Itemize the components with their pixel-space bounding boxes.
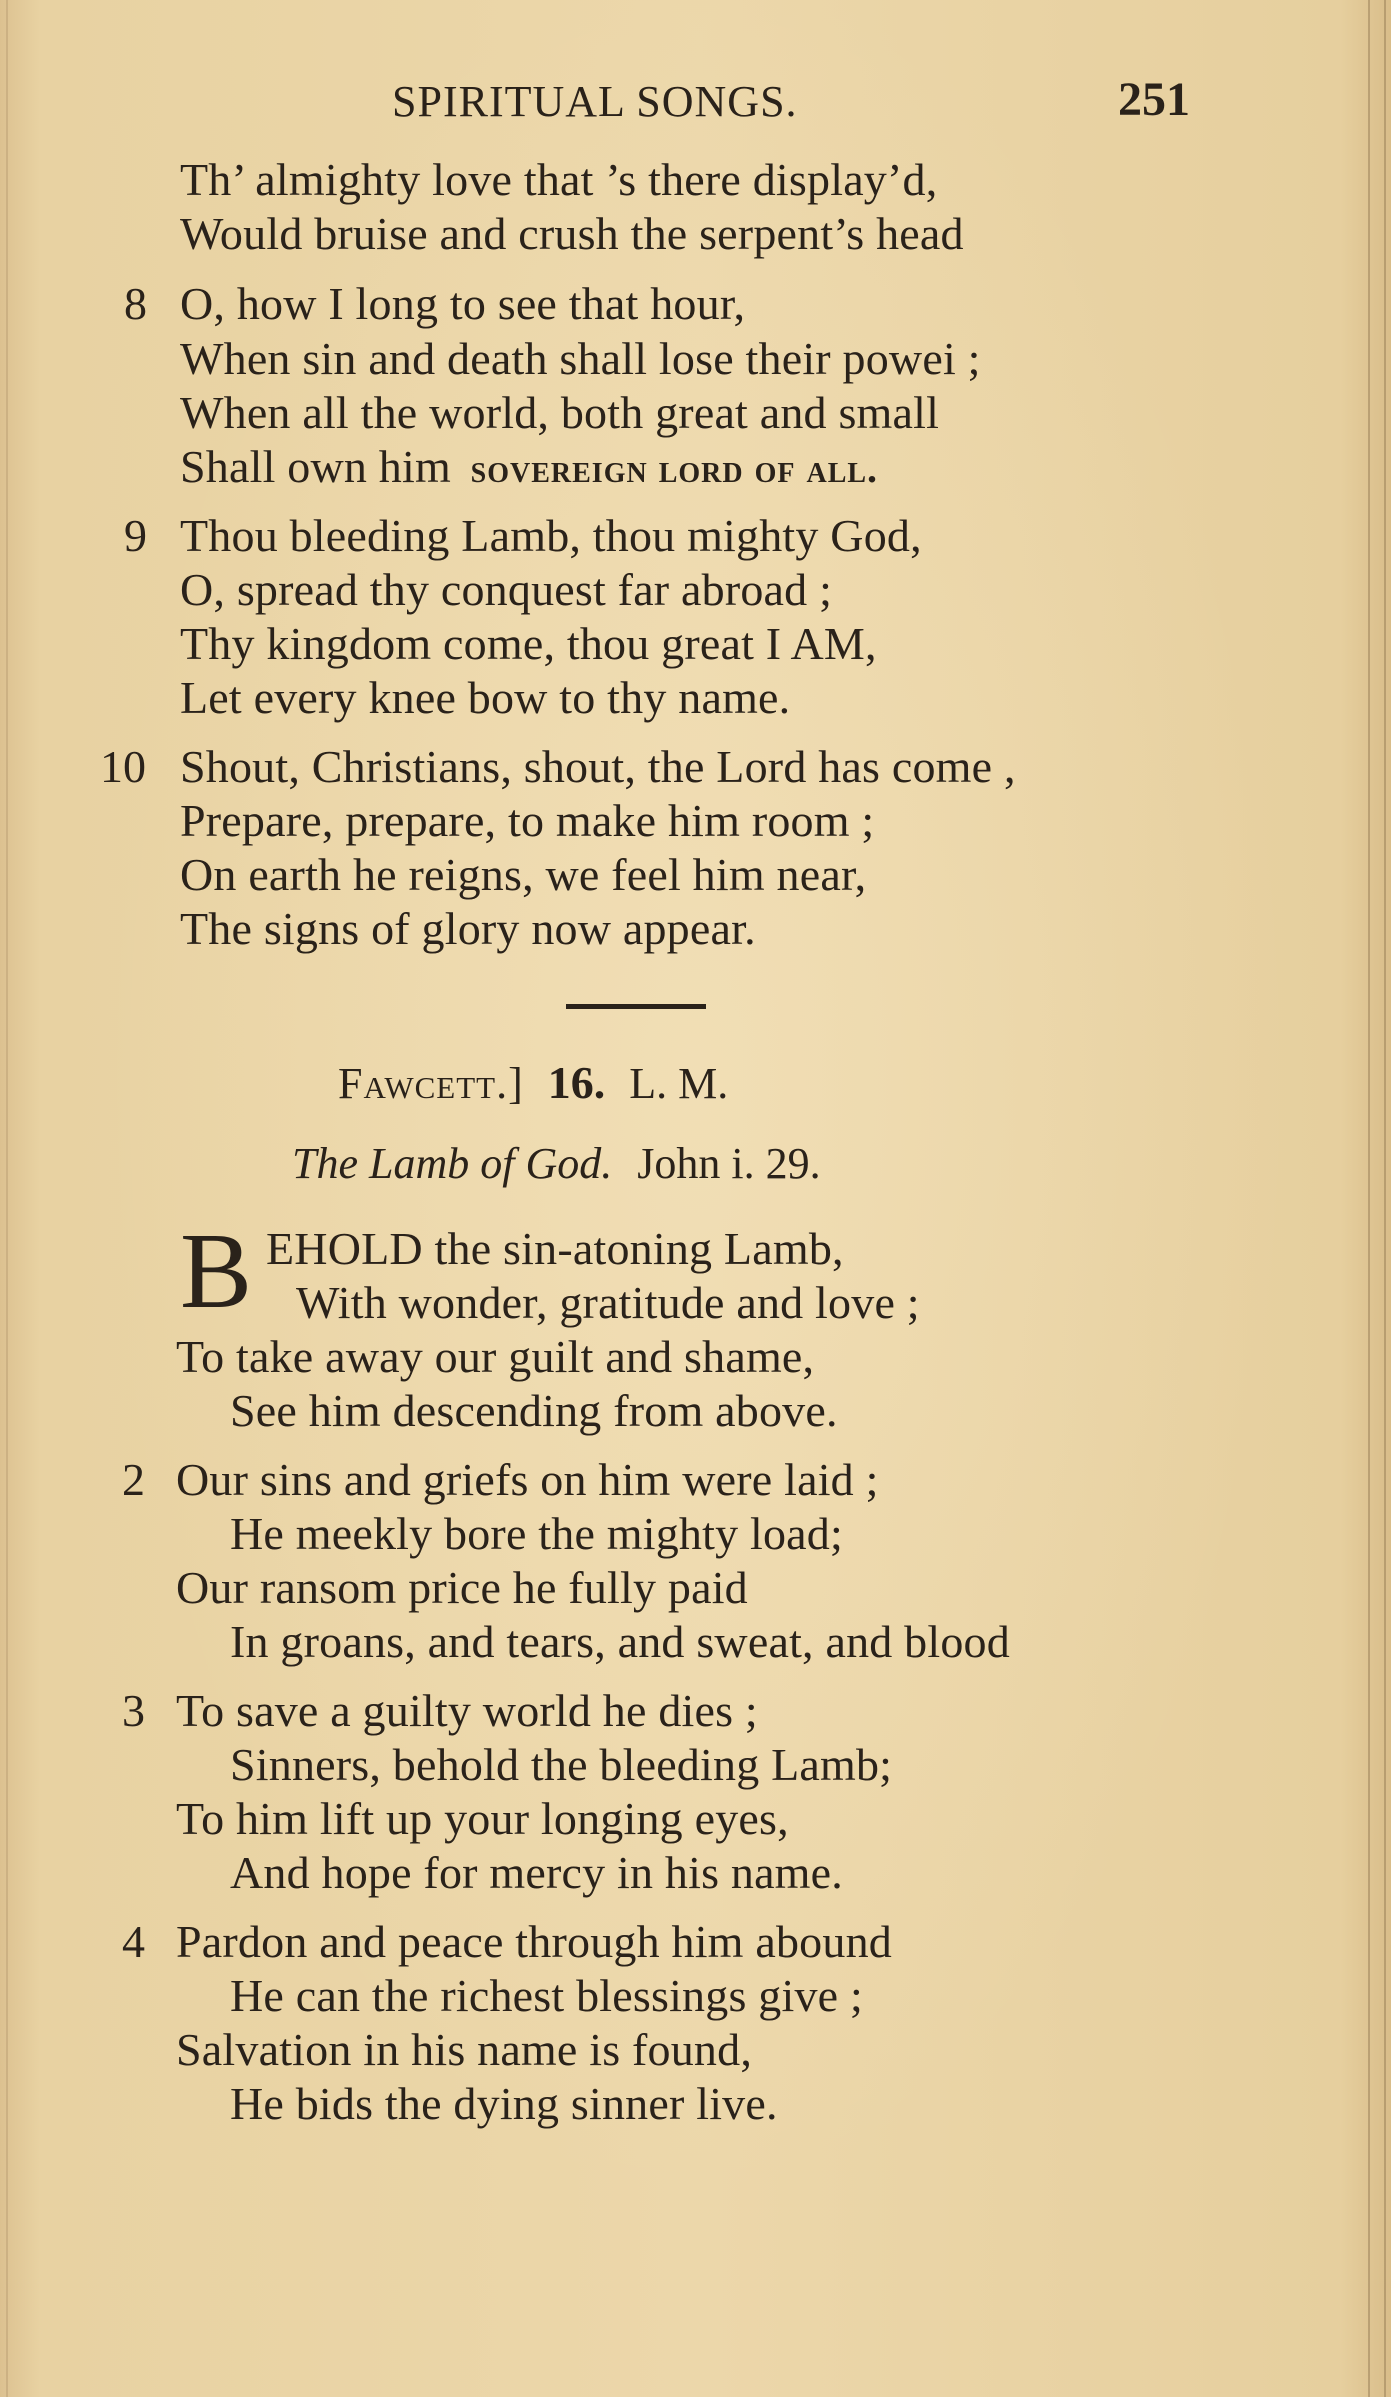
- page-number: 251: [1118, 73, 1190, 126]
- verse-line: And hope for mercy in his name.: [230, 1847, 843, 1898]
- drop-cap: B: [180, 1212, 253, 1331]
- verse-line: [180, 441, 879, 492]
- verse-line: To save a guilty world he dies ;: [176, 1685, 758, 1736]
- section-divider: [566, 1004, 706, 1009]
- small-caps-text: sovereign lord of all.: [470, 446, 879, 491]
- verse-line: Thou bleeding Lamb, thou mighty God,: [180, 510, 922, 561]
- verse-line: O, spread thy conquest far abroad ;: [180, 564, 833, 615]
- verse-line: He bids the dying sinner live.: [230, 2078, 778, 2129]
- verse-line: O, how I long to see that hour,: [180, 278, 746, 329]
- hymn-number: 16.: [547, 1057, 606, 1108]
- verse-line: EHOLD the sin-atoning Lamb,: [266, 1223, 844, 1274]
- verse-line: With wonder, gratitude and love ;: [296, 1277, 920, 1328]
- verse-line: Shout, Christians, shout, the Lord has come ,: [180, 741, 1016, 792]
- verse-line: To take away our guilt and shame,: [176, 1331, 815, 1382]
- verse-line: The signs of glory now appear.: [180, 903, 756, 954]
- verse-line-text: Shall own him: [180, 441, 451, 492]
- scripture-reference: John i. 29.: [637, 1139, 821, 1188]
- verse-number: 10: [100, 741, 146, 792]
- verse-line: On earth he reigns, we feel him near,: [180, 849, 867, 900]
- verse-number: 4: [122, 1916, 145, 1967]
- page-edge-line: [6, 0, 8, 2397]
- verse-line: Our ransom price he fully paid: [176, 1562, 748, 1613]
- verse-line: When sin and death shall lose their powei ;: [180, 333, 981, 384]
- verse-line: Pardon and peace through him abound: [176, 1916, 892, 1967]
- verse-number: 2: [122, 1454, 145, 1505]
- verse-line: Salvation in his name is found,: [176, 2024, 753, 2075]
- tune-name: Fawcett.]: [338, 1059, 524, 1108]
- verse-line: In groans, and tears, and sweat, and blood: [230, 1616, 1010, 1667]
- verse-line: Th’ almighty love that ’s there display’d,: [180, 154, 938, 205]
- verse-number: 3: [122, 1685, 145, 1736]
- hymn-heading: [338, 1057, 729, 1108]
- verse-number: 8: [124, 278, 147, 329]
- verse-line: He meekly bore the mighty load;: [230, 1508, 843, 1559]
- page-edge-line: [1384, 0, 1386, 2397]
- verse-line: He can the richest blessings give ;: [230, 1970, 863, 2021]
- verse-line: To him lift up your longing eyes,: [176, 1793, 789, 1844]
- verse-line: Would bruise and crush the serpent’s head: [180, 208, 964, 259]
- verse-line: Thy kingdom come, thou great I AM,: [180, 618, 877, 669]
- verse-line: Prepare, prepare, to make him room ;: [180, 795, 875, 846]
- hymn-meter: L. M.: [629, 1059, 729, 1108]
- hymn-title: The Lamb of God.: [292, 1139, 613, 1188]
- running-title: SPIRITUAL SONGS.: [392, 77, 798, 126]
- verse-line: Sinners, behold the bleeding Lamb;: [230, 1739, 893, 1790]
- page-edge-line: [1368, 0, 1370, 2397]
- verse-line: Our sins and griefs on him were laid ;: [176, 1454, 879, 1505]
- verse-line: See him descending from above.: [230, 1385, 838, 1436]
- verse-line: When all the world, both great and small: [180, 387, 940, 438]
- verse-number: 9: [124, 510, 147, 561]
- verse-line: Let every knee bow to thy name.: [180, 672, 791, 723]
- hymn-subtitle: [292, 1139, 821, 1188]
